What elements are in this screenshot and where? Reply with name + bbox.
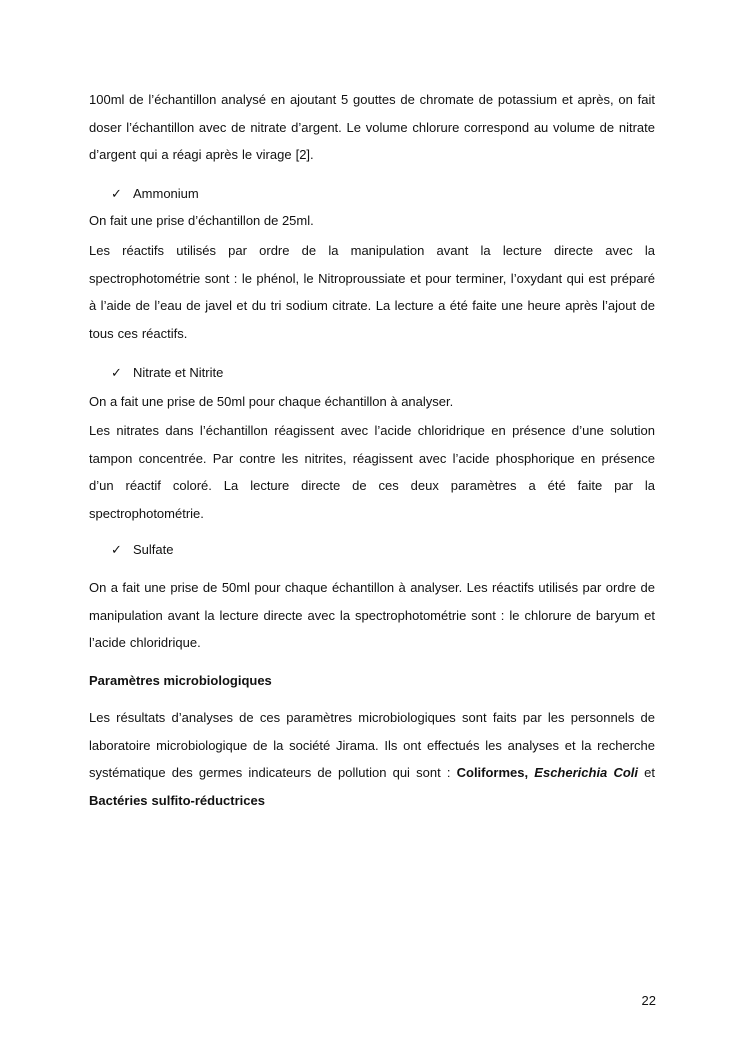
heading-sulfate: Sulfate: [133, 542, 174, 557]
heading-ammonium: Ammonium: [133, 186, 199, 201]
bullet-ammonium: [111, 186, 199, 202]
check-icon: ✓: [111, 186, 122, 201]
page-number: 22: [641, 993, 656, 1008]
paragraph-chlorure: 100ml de l’échantillon analysé en ajoutant 5 gouttes de chromate de potassium et après, on fait doser l’échantillon avec de nitrate d’argent. Le volume chlorure correspond au volume de nitrate d’argent qui a réagi après le virage [2].: [89, 92, 655, 162]
heading-nitrate: Nitrate et Nitrite: [133, 365, 224, 380]
paragraph-nitrate-reactions: Les nitrates dans l’échantillon réagissent avec l’acide chloridrique en présence d’une solution tampon concentrée. Par contre les nitrites, réagissent avec l’acide phosphorique en présence d’un réactif coloré. La lecture directe de ces deux paramètres a été faite par la spectrophotométrie.: [89, 423, 655, 521]
heading-microbiologiques: Paramètres microbiologiques: [89, 673, 272, 688]
section-heading-microbiologiques: [89, 673, 655, 689]
paragraph-sulfate: On a fait une prise de 50ml pour chaque échantillon à analyser. Les réactifs utilisés par ordre de manipulation avant la lecture directe avec la spectrophotométrie sont : le chlorure de baryum et l’acide chloridrique.: [89, 580, 655, 650]
micro-text: Les résultats d’analyses de ces paramètres microbiologiques sont faits par les personnels de laboratoire microbiologique de la société Jirama. Ils ont effectués les analyses et la recherche systématique des germes indicateurs de pollution qui sont :: [89, 710, 655, 780]
bullet-sulfate: [111, 542, 173, 558]
paragraph-nitrate-prise: On a fait une prise de 50ml pour chaque échantillon à analyser.: [89, 394, 454, 409]
term-escherichia-coli: Escherichia Coli: [534, 765, 638, 780]
micro-conj: et: [638, 765, 655, 780]
term-coliformes: Coliformes,: [456, 765, 529, 780]
term-bacteries: Bactéries sulfito-réductrices: [89, 792, 265, 808]
check-icon: ✓: [111, 542, 122, 557]
paragraph-ammonium-prise: On fait une prise d’échantillon de 25ml.: [89, 213, 314, 228]
bullet-nitrate: [111, 365, 223, 381]
paragraph-ammonium-reactifs: Les réactifs utilisés par ordre de la manipulation avant la lecture directe avec la spectrophotométrie sont : le phénol, le Nitroproussiate et pour terminer, l’oxydant qui est préparé à l’aide de l’eau de javel et du tri sodium citrate. La lecture a été faite une heure après l’ajout de tous ces réactifs.: [89, 243, 655, 341]
paragraph-microbiologiques: [89, 704, 655, 814]
check-icon: ✓: [111, 365, 122, 380]
